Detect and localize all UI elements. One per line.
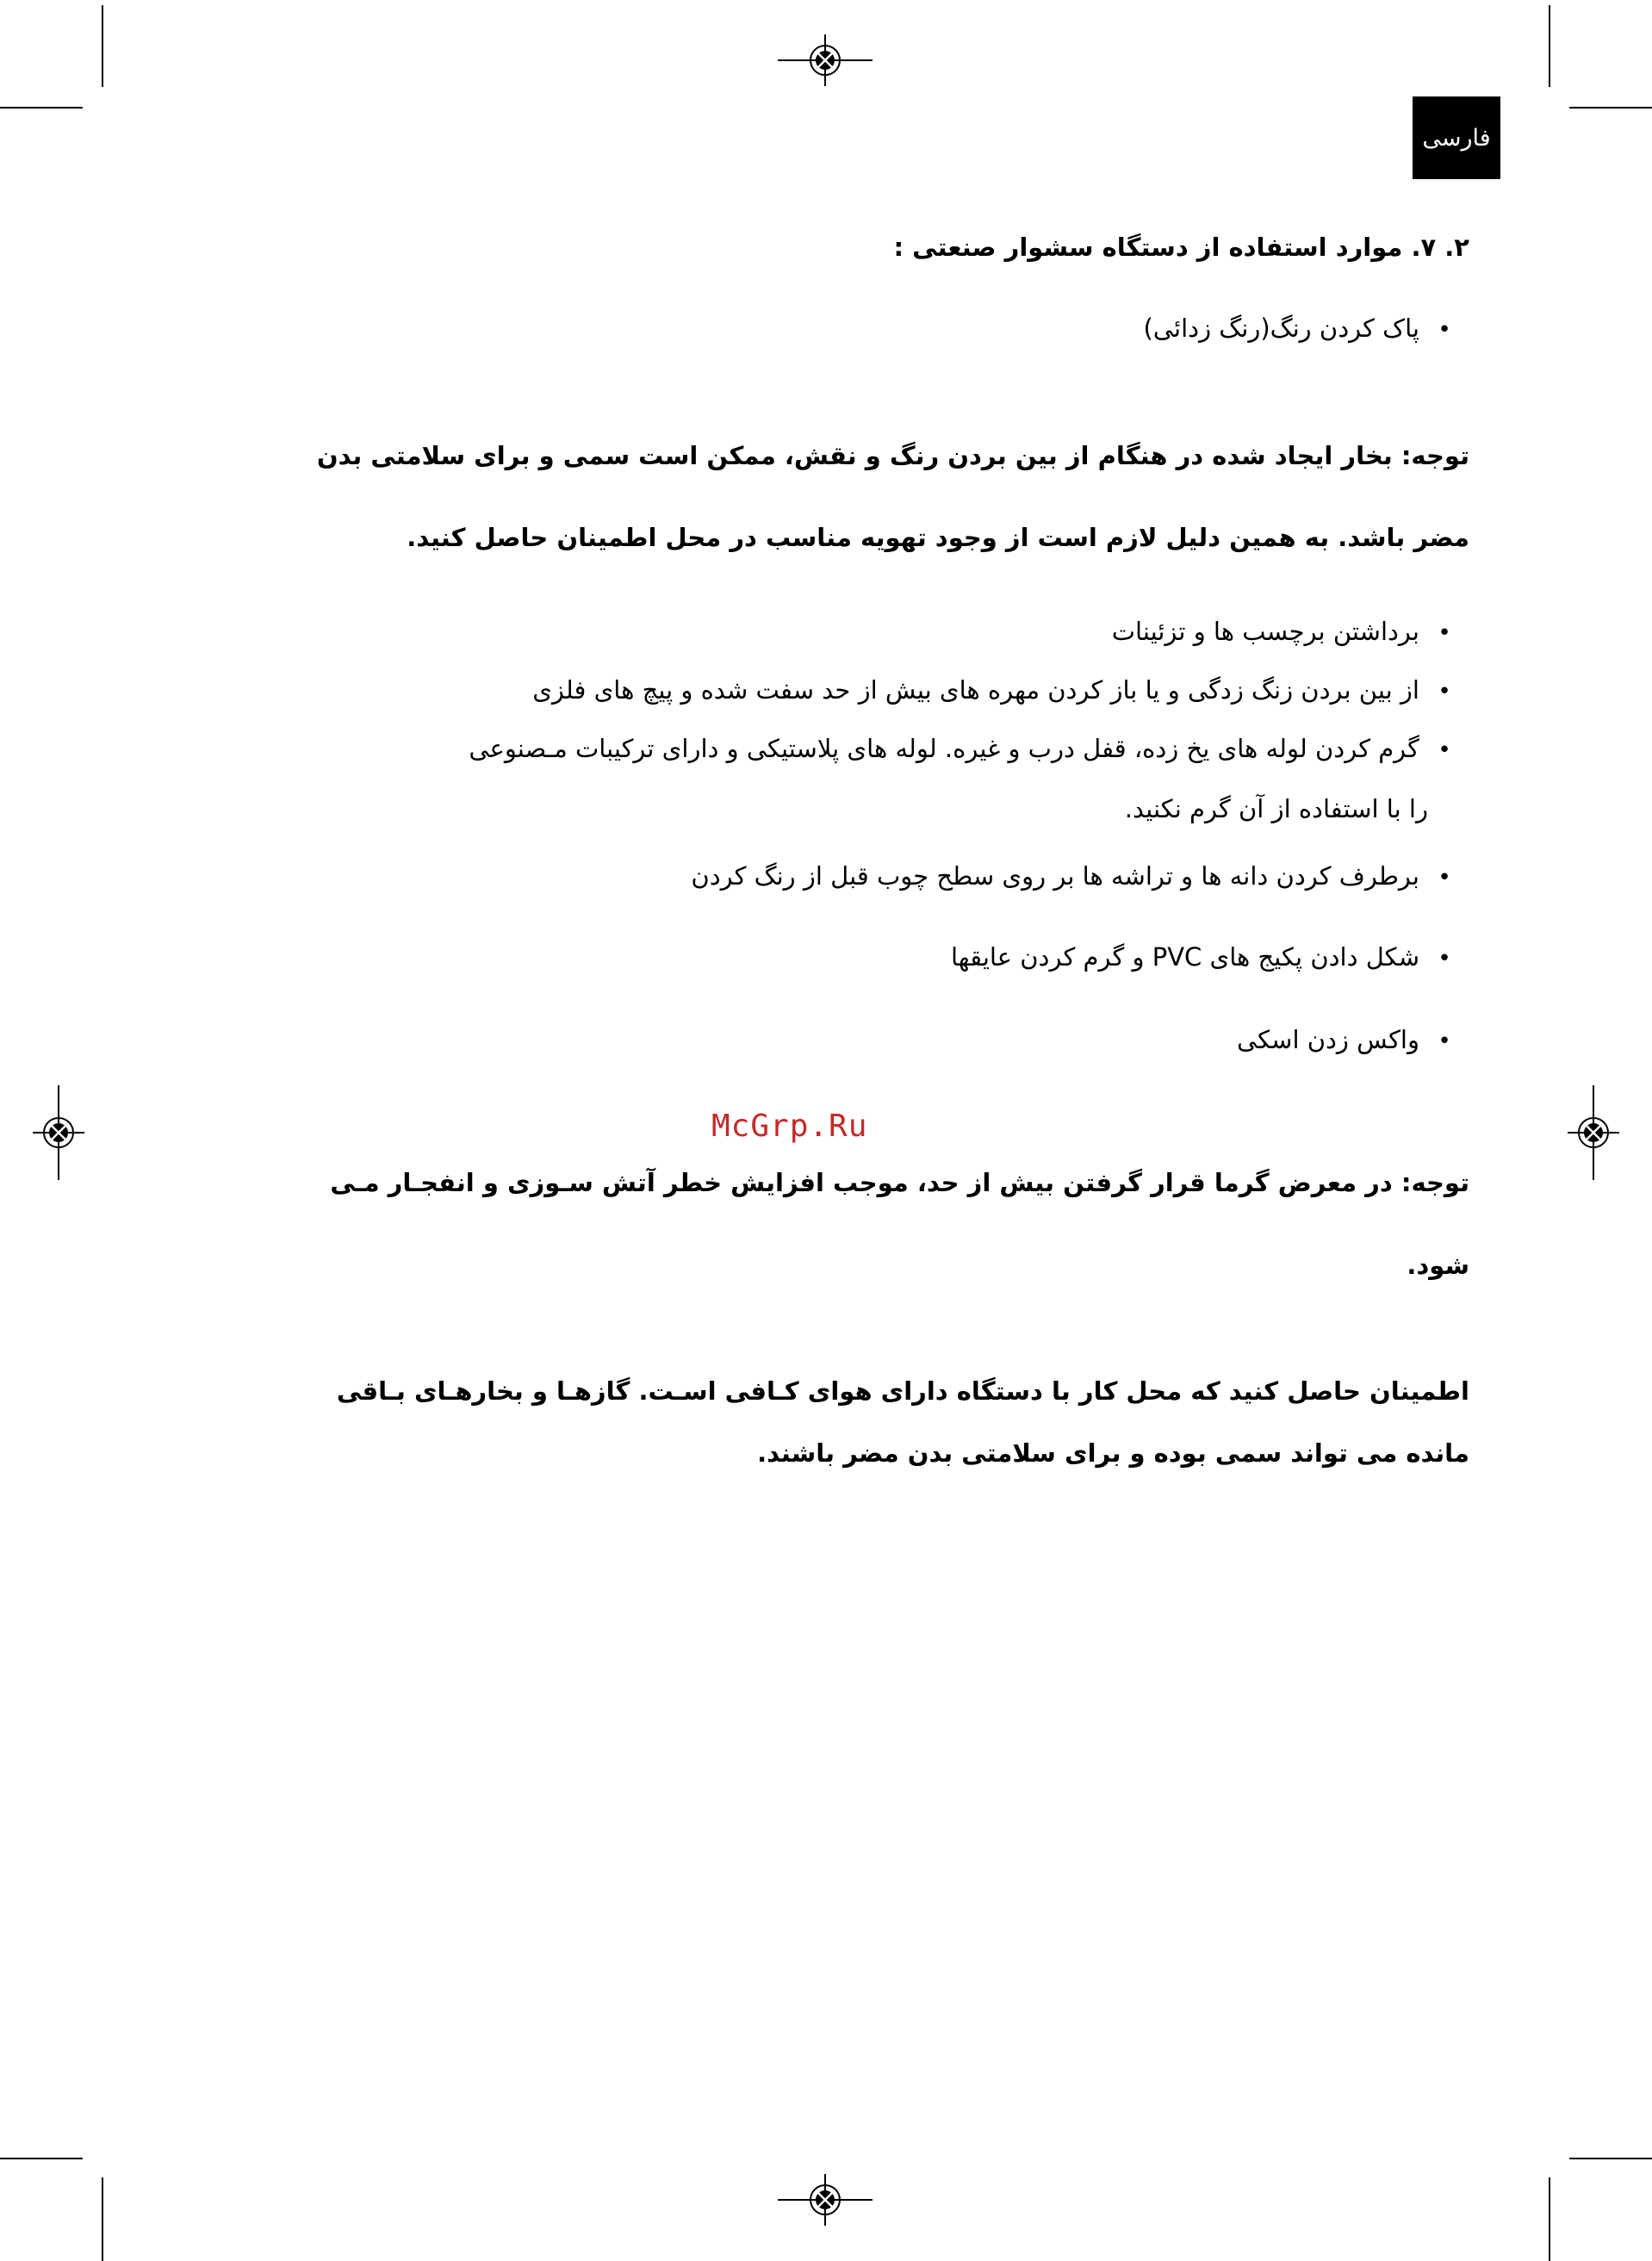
registration-mark-bottom [778,2174,873,2226]
list-item-text: پاک کردن رنگ(رنگ زدائی) [1143,314,1419,343]
crop-mark-top-right-vertical [1549,5,1550,87]
list-item-text: شکل دادن پکیج های PVC و گرم کردن عایقها [950,942,1419,972]
bullet-icon: • [1438,317,1451,343]
list-item-text: برداشتن برچسب ها و تزئینات [1111,617,1419,646]
note-1-line-2: مضر باشد. به همین دلیل لازم است از وجود تهویه مناسب در محل اطمینان حاصل کنید. [407,523,1469,552]
crop-mark-bottom-left-horizontal [0,2158,83,2159]
list-item-continuation: را با استفاده از آن گرم نکنید. [1124,794,1428,823]
note-1-line-1: توجه: بخار ایجاد شده در هنگام از بین بردن رنگ و نقش، ممکن است سمی و برای سلامتی بدن [316,441,1469,470]
bullet-icon: • [1438,679,1451,705]
bullet-icon: • [1438,737,1451,763]
note-3-line-1: اطمینان حاصل کنید که محل کار با دستگاه دارای هوای کـافی اسـت. گازهـا و بخارهـای بـاقی [336,1376,1469,1406]
crop-mark-top-right-horizontal [1569,107,1652,109]
section-heading: ۲. ۷. موارد استفاده از دستگاه سشوار صنعتی : [893,233,1469,262]
bullet-icon: • [1438,1028,1451,1054]
list-item [691,861,1469,891]
list-item [532,675,1469,705]
list-item [1112,617,1469,646]
list-item-text: واکس زدن اسکی [1236,1025,1419,1054]
registration-mark-right [1568,1085,1619,1180]
bullet-icon: • [1438,620,1451,646]
list-item-text: گرم کردن لوله های یخ زده، قفل درب و غیره. لوله های پلاستیکی و دارای ترکیبات مـصنوعی [469,734,1419,763]
list-item [469,734,1469,763]
note-3-line-2: مانده می تواند سمی بوده و برای سلامتی بدن مضر باشند. [757,1438,1469,1468]
crop-mark-top-left-vertical [102,5,103,87]
crop-mark-bottom-right-vertical [1549,2177,1550,2261]
note-2-line-1: توجه: در معرض گرما قرار گرفتن بیش از حد، موجب افزایش خطر آتش سـوزی و انفجـار مـی [330,1168,1469,1197]
list-item-paint-removal [1144,314,1469,343]
list-item [1237,1025,1469,1054]
note-2-line-2: شود. [1407,1251,1469,1280]
crop-mark-bottom-right-horizontal [1569,2158,1652,2159]
language-tab: فارسی [1413,96,1500,179]
crop-mark-bottom-left-vertical [102,2177,103,2261]
crop-mark-top-left-horizontal [0,107,83,109]
bullet-icon: • [1438,865,1451,891]
watermark: McGrp.Ru [711,1109,868,1144]
registration-mark-left [33,1085,84,1180]
list-item [951,942,1469,972]
list-item-text: از بین بردن زنگ زدگی و یا باز کردن مهره های بیش از حد سفت شده و پیچ های فلزی [532,675,1419,705]
registration-mark-top [778,34,873,86]
list-item-text: برطرف کردن دانه ها و تراشه ها بر روی سطح چوب قبل از رنگ کردن [691,861,1419,891]
bullet-icon: • [1438,946,1451,972]
